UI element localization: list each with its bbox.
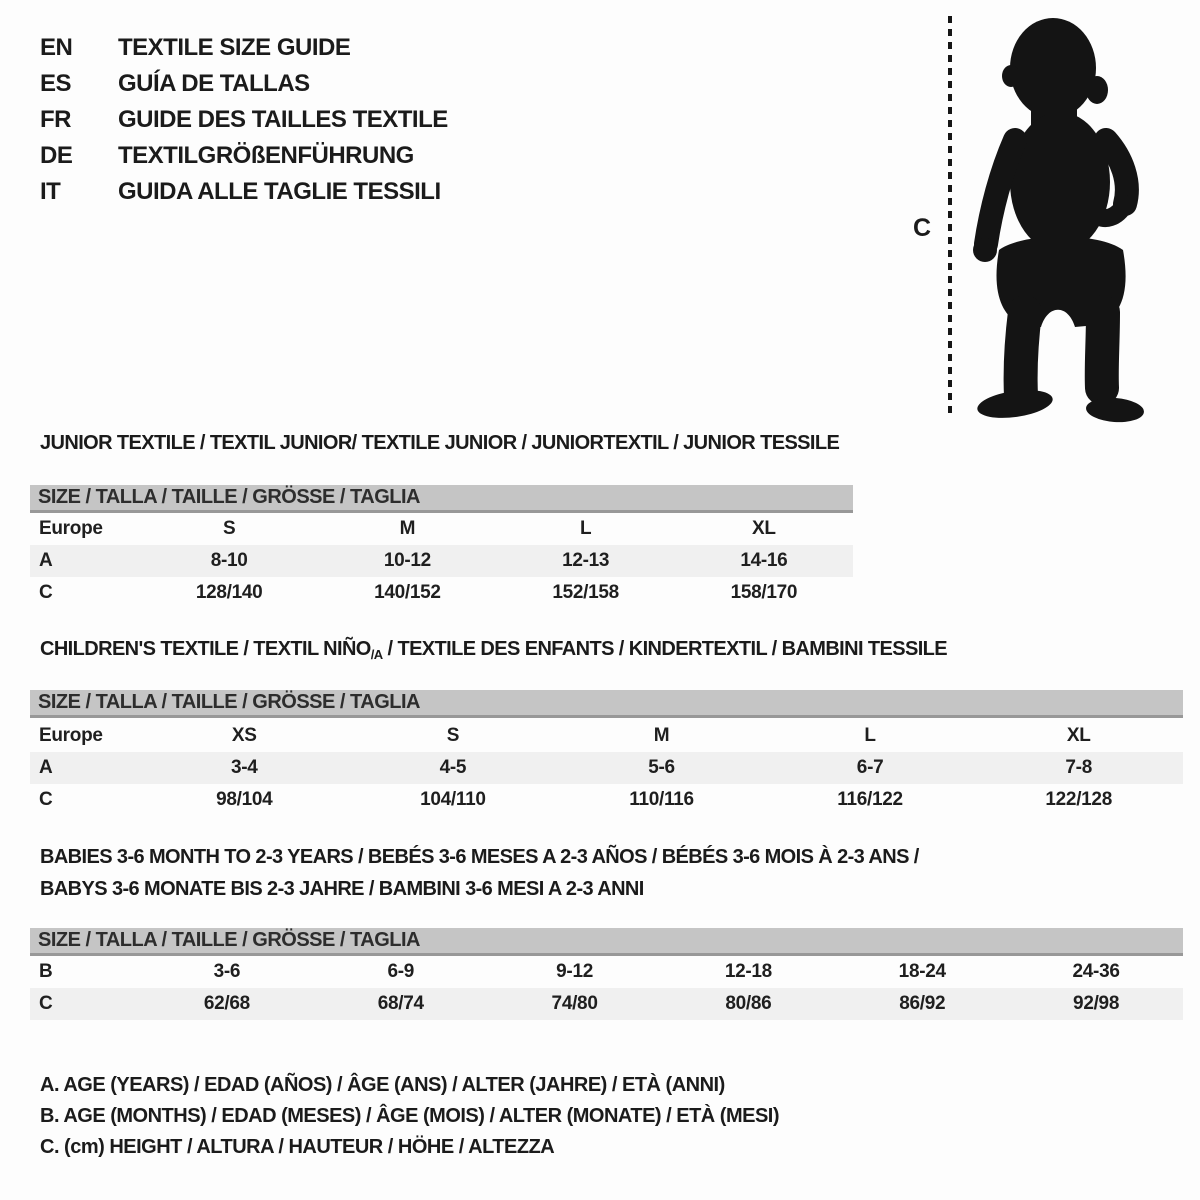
size-value: 24-36 [1072,961,1120,982]
height-measure-dashed-line [948,16,952,416]
row-label: B [39,961,53,982]
size-value: 9-12 [556,961,593,982]
language-row [40,174,448,210]
language-title: GUIDE DES TAILLES TEXTILE [118,106,448,133]
table-row [30,956,1183,988]
table-row [30,545,853,577]
children-title-subscript: /A [370,647,383,662]
size-value: XL [752,518,776,539]
size-value: M [399,518,416,539]
legend-line-a: A. AGE (YEARS) / EDAD (AÑOS) / ÂGE (ANS) / ALTER (JAHRE) / ETÀ (ANNI) [40,1074,725,1096]
legend-line-b: B. AGE (MONTHS) / EDAD (MESES) / ÂGE (MOIS) / ALTER (MONATE) / ETÀ (MESI) [40,1105,780,1127]
language-code: EN [40,34,73,61]
row-label: Europe [39,518,103,539]
table-row [30,577,853,609]
babies-section-title-line2: BABYS 3-6 MONATE BIS 2-3 JAHRE / BAMBINI 3-6 MESI A 2-3 ANNI [40,878,644,900]
children-title-post: / TEXTILE DES ENFANTS / KINDERTEXTIL / BAMBINI TESSILE [382,638,948,660]
row-label: A [39,757,53,778]
language-title: TEXTILE SIZE GUIDE [118,34,351,61]
language-title-list [40,30,448,210]
measure-legend [40,1070,779,1163]
size-value: 8-10 [210,550,248,571]
size-value: M [653,725,670,746]
table-row [30,513,853,545]
size-value: 122/128 [1045,789,1112,810]
size-value: XS [231,725,257,746]
size-value: 62/68 [203,993,250,1014]
children-section-title [40,638,947,662]
language-row [40,138,448,174]
language-code: FR [40,106,71,133]
size-value: 3-6 [213,961,241,982]
size-value: 7-8 [1065,757,1092,778]
size-value: L [579,518,592,539]
size-value: 6-7 [856,757,884,778]
row-label: C [39,993,53,1014]
size-value: 3-4 [231,757,258,778]
language-row [40,102,448,138]
size-value: 98/104 [216,789,273,810]
children-size-table [30,720,1183,816]
size-value: 74/80 [551,993,598,1014]
table-row [30,988,1183,1020]
babies-size-table [30,956,1183,1020]
junior-size-table [30,513,853,609]
size-value: 116/122 [837,789,903,810]
size-value: 10-12 [383,550,431,571]
size-value: 68/74 [377,993,424,1014]
language-title: TEXTILGRÖßENFÜHRUNG [118,142,414,169]
size-value: 86/92 [899,993,946,1014]
table-row [30,752,1183,784]
size-value: 18-24 [898,961,946,982]
table-row [30,720,1183,752]
size-value: 158/170 [730,582,798,603]
size-value: S [446,725,460,746]
row-label: C [39,789,53,810]
size-value: 110/116 [629,789,694,810]
size-value: 80/86 [725,993,772,1014]
language-row [40,30,448,66]
children-title-pre: CHILDREN'S TEXTILE / TEXTIL NIÑO [40,638,371,660]
height-measure-label: C [913,214,932,242]
size-value: 12-18 [724,961,772,982]
junior-section-title: JUNIOR TEXTILE / TEXTIL JUNIOR/ TEXTILE JUNIOR / JUNIORTEXTIL / JUNIOR TESSILE [40,432,840,454]
size-value: 4-5 [439,757,467,778]
language-row [40,66,448,102]
size-value: XL [1066,725,1091,746]
size-value: 12-13 [562,550,610,571]
row-label: Europe [39,725,103,746]
size-value: 92/98 [1073,993,1120,1014]
language-code: IT [40,178,61,205]
junior-size-header-bar: SIZE / TALLA / TAILLE / GRÖSSE / TAGLIA [30,485,853,513]
size-value: 6-9 [387,961,415,982]
language-code: DE [40,142,73,169]
size-value: 140/152 [374,582,441,603]
language-code: ES [40,70,72,97]
size-value: 5-6 [648,757,675,778]
size-value: 14-16 [740,550,788,571]
babies-size-header-bar: SIZE / TALLA / TAILLE / GRÖSSE / TAGLIA [30,928,1183,956]
size-value: 152/158 [552,582,619,603]
language-title: GUIDA ALLE TAGLIE TESSILI [118,178,441,205]
children-size-header-bar: SIZE / TALLA / TAILLE / GRÖSSE / TAGLIA [30,690,1183,718]
legend-line-c: C. (cm) HEIGHT / ALTURA / HAUTEUR / HÖHE / ALTEZZA [40,1136,555,1158]
size-value: L [864,725,876,746]
size-value: 128/140 [195,582,263,603]
size-value: S [222,518,236,539]
language-title: GUÍA DE TALLAS [118,70,310,97]
table-row [30,784,1183,816]
babies-section-title-line1: BABIES 3-6 MONTH TO 2-3 YEARS / BEBÉS 3-6 MESES A 2-3 AÑOS / BÉBÉS 3-6 MOIS À 2-3 ANS / [40,846,919,868]
toddler-silhouette-image [965,12,1147,424]
row-label: A [39,550,53,571]
size-value: 104/110 [420,789,486,810]
row-label: C [39,582,53,603]
